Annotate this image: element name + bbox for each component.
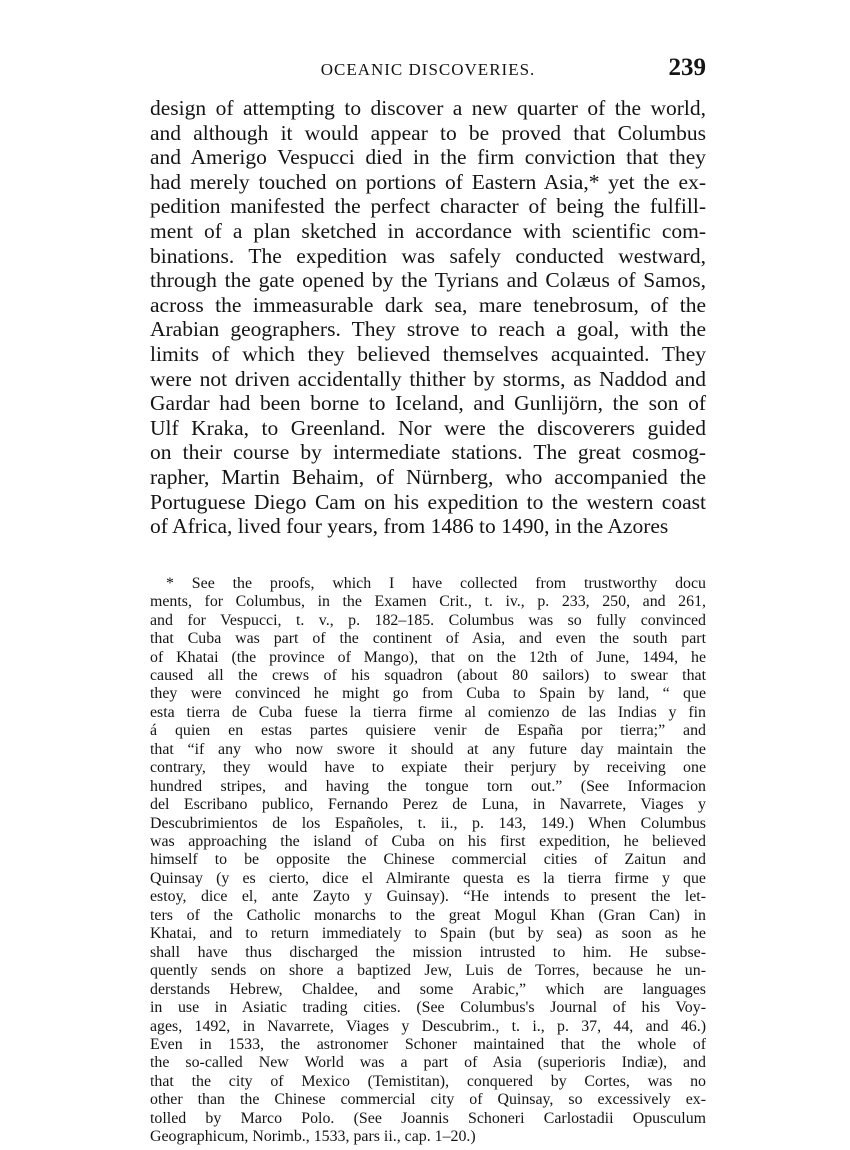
body-line: were not driven accidentally thither by storms, as Naddod and: [150, 366, 706, 391]
footnote-line: that Cuba was part of the continent of Asia, and even the south part: [150, 630, 706, 648]
body-line: across the immeasurable dark sea, mare tenebrosum, of the: [150, 292, 706, 317]
footnote-line: hundred stripes, and having the tongue torn out.” (See Informacion: [150, 777, 706, 795]
body-line: limits of which they believed themselves acquainted. They: [150, 341, 706, 366]
footnote-line: contrary, they would have to expiate their perjury by receiving one: [150, 759, 706, 777]
footnote-line: Descubrimientos de los Españoles, t. ii., p. 143, 149.) When Columbus: [150, 814, 706, 832]
body-line: and Amerigo Vespucci died in the firm conviction that they: [150, 145, 706, 170]
body-line: design of attempting to discover a new quarter of the world,: [150, 96, 706, 120]
body-line: binations. The expedition was safely conducted westward,: [150, 243, 706, 268]
footnote-line: derstands Hebrew, Chaldee, and some Arabic,” which are languages: [150, 980, 706, 998]
body-paragraph: [150, 96, 706, 539]
footnote-line: esta tierra de Cuba fuese la tierra firme al comienzo de las Indias y fin: [150, 703, 706, 721]
footnote-line: they were convinced he might go from Cuba to Spain by land, “ que: [150, 685, 706, 703]
footnote-line: of Khatai (the province of Mango), that on the 12th of June, 1494, he: [150, 648, 706, 666]
book-page: [150, 52, 706, 1147]
footnote-line: * See the proofs, which I have collected from trustworthy docu: [166, 574, 706, 592]
footnote-line: other than the Chinese commercial city of Quinsay, so excessively ex-: [150, 1091, 706, 1109]
footnote-line: that the city of Mexico (Temistitan), conquered by Cortes, was no: [150, 1072, 706, 1090]
footnote-line: Even in 1533, the astronomer Schoner maintained that the whole of: [150, 1036, 706, 1054]
footnote-line: caused all the crews of his squadron (about 80 sailors) to swear that: [150, 666, 706, 684]
body-line: had merely touched on portions of Eastern Asia,* yet the ex-: [150, 169, 706, 194]
footnote-line: del Escribano publico, Fernando Perez de Luna, in Navarrete, Viages y: [150, 796, 706, 814]
footnote-line: that “if any who now swore it should at any future day maintain the: [150, 740, 706, 758]
body-line: Portuguese Diego Cam on his expedition to the western coast: [150, 489, 706, 514]
body-line: Ulf Kraka, to Greenland. Nor were the discoverers guided: [150, 415, 706, 440]
footnote-line: himself to be opposite the Chinese commercial cities of Zaitun and: [150, 851, 706, 869]
footnote-line: ages, 1492, in Navarrete, Viages y Descubrim., t. i., p. 37, 44, and 46.): [150, 1017, 706, 1035]
footnote-line: ters of the Catholic monarchs to the great Mogul Khan (Gran Can) in: [150, 906, 706, 924]
running-title: OCEANIC DISCOVERIES.: [320, 60, 536, 79]
footnote-line: and for Vespucci, t. v., p. 182–185. Columbus was so fully convinced: [150, 611, 706, 629]
footnote-line: shall have thus discharged the mission intrusted to him. He subse-: [150, 943, 706, 961]
footnote-line: Quinsay (y es cierto, dice el Almirante questa es la tierra firme y que: [150, 869, 706, 887]
footnote-line: Khatai, and to return immediately to Spain (but by sea) as soon as he: [150, 925, 706, 943]
footnote-line: quently sends on shore a baptized Jew, Luis de Torres, because he un-: [150, 962, 706, 980]
body-line: pedition manifested the perfect character of being the fulfill-: [150, 194, 706, 219]
body-line: on their course by intermediate stations. The great cosmog-: [150, 440, 706, 465]
body-line: through the gate opened by the Tyrians and Colæus of Samos,: [150, 268, 706, 293]
footnote-line: ments, for Columbus, in the Examen Crit., t. iv., p. 233, 250, and 261,: [150, 593, 706, 611]
footnote-line: was approaching the island of Cuba on his first expedition, he believed: [150, 833, 706, 851]
footnote-line: á quien en estas partes quisiere venir de España por tierra;” and: [150, 722, 706, 740]
body-line: of Africa, lived four years, from 1486 to 1490, in the Azores: [150, 514, 669, 539]
running-head: [150, 52, 706, 96]
footnote-line: in use in Asiatic trading cities. (See Columbus's Journal of his Voy-: [150, 999, 706, 1017]
footnote-line: the so-called New World was a part of Asia (superioris Indiæ), and: [150, 1054, 706, 1072]
body-line: Arabian geographers. They strove to reach a goal, with the: [150, 317, 706, 342]
body-line: Gardar had been borne to Iceland, and Gunlijörn, the son of: [150, 391, 706, 416]
page-number: 239: [668, 54, 706, 81]
footnote-line: tolled by Marco Polo. (See Joannis Schoneri Carlostadii Opusculum: [150, 1109, 706, 1127]
body-line: and although it would appear to be proved that Columbus: [150, 120, 706, 145]
footnote-line: estoy, dice el, ante Zayto y Guinsay). “He intends to present the let-: [150, 888, 706, 906]
footnote-line: Geographicum, Norimb., 1533, pars ii., cap. 1–20.): [150, 1128, 476, 1146]
footnote: [150, 575, 706, 1147]
body-line: ment of a plan sketched in accordance with scientific com-: [150, 218, 706, 243]
body-line: rapher, Martin Behaim, of Nürnberg, who accompanied the: [150, 464, 706, 489]
